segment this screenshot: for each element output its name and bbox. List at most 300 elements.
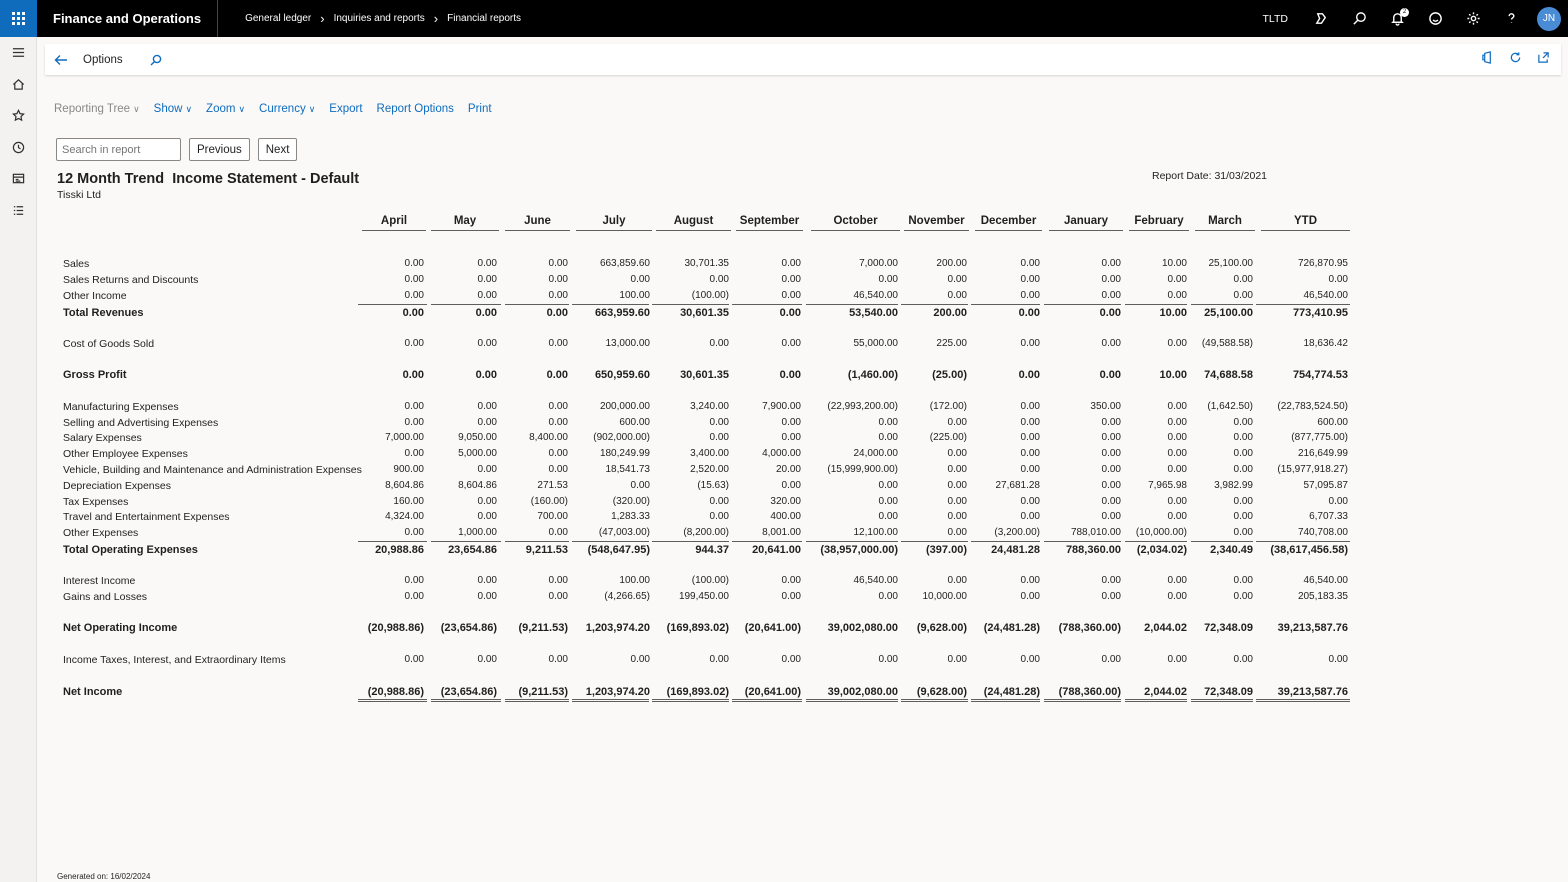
subtotal-rule: [652, 541, 729, 542]
table-cell: 0.00: [477, 290, 497, 301]
table-cell: 39,002,080.00: [827, 686, 898, 698]
report-date: Report Date: 31/03/2021: [1152, 170, 1267, 182]
table-cell: (10,000.00): [1135, 527, 1187, 538]
table-cell: 0.00: [878, 274, 898, 285]
table-cell: (23,654.86): [440, 622, 497, 634]
table-cell: 0.00: [1099, 369, 1121, 381]
row-label-sales-returns-and-discounts: Sales Returns and Discounts: [63, 274, 199, 286]
row-label-net-income: Net Income: [63, 686, 123, 698]
table-cell: 3,240.00: [690, 401, 729, 412]
table-cell: (172.00): [929, 401, 967, 412]
subtotal-rule: [732, 541, 802, 542]
table-cell: 663,959.60: [594, 307, 650, 319]
table-cell: 0.00: [781, 591, 801, 602]
table-cell: 0.00: [781, 338, 801, 349]
table-cell: 700.00: [537, 511, 568, 522]
table-cell: 0.00: [781, 290, 801, 301]
table-cell: 1,000.00: [458, 527, 497, 538]
chevron-down-icon: ∨: [308, 103, 316, 114]
table-cell: 0.00: [1020, 258, 1040, 269]
row-label-other-expenses: Other Expenses: [63, 527, 139, 539]
table-cell: 0.00: [709, 432, 729, 443]
table-cell: 0.00: [1167, 496, 1187, 507]
table-cell: 0.00: [548, 448, 568, 459]
table-cell: 225.00: [936, 338, 967, 349]
chevron-down-icon: ∨: [133, 103, 140, 114]
table-cell: (20,641.00): [744, 622, 801, 634]
table-cell: 205,183.35: [1297, 591, 1348, 602]
table-cell: 0.00: [947, 480, 967, 491]
table-cell: 13,000.00: [605, 338, 650, 349]
table-cell: 0.00: [947, 417, 967, 428]
table-cell: (15,999,900.00): [827, 464, 898, 475]
reporting-tree-menu[interactable]: Reporting Tree ∨: [54, 103, 140, 115]
table-cell: (788,360.00): [1058, 686, 1121, 698]
total-double-rule: [572, 699, 649, 702]
table-cell: 0.00: [1020, 401, 1040, 412]
table-cell: 0.00: [947, 448, 967, 459]
table-cell: 0.00: [548, 290, 568, 301]
table-cell: 160.00: [393, 496, 424, 507]
table-cell: 180,249.99: [599, 448, 650, 459]
table-cell: 0.00: [548, 464, 568, 475]
table-cell: 0.00: [947, 290, 967, 301]
table-cell: 1,283.33: [611, 511, 650, 522]
column-header-january: January: [1049, 215, 1123, 231]
table-cell: 740,708.00: [1297, 527, 1348, 538]
table-cell: 788,010.00: [1070, 527, 1121, 538]
table-cell: 0.00: [1101, 511, 1121, 522]
open-in-new-window-icon[interactable]: [1537, 51, 1550, 69]
table-cell: 0.00: [1233, 591, 1253, 602]
company-picker[interactable]: TLTD: [1262, 12, 1288, 25]
modules-list-icon[interactable]: [0, 195, 37, 227]
table-cell: 0.00: [878, 654, 898, 665]
table-cell: 0.00: [709, 274, 729, 285]
table-cell: 0.00: [1101, 496, 1121, 507]
table-cell: 39,002,080.00: [827, 622, 898, 634]
table-cell: 0.00: [548, 417, 568, 428]
table-cell: 0.00: [477, 274, 497, 285]
table-cell: 24,481.28: [991, 544, 1040, 556]
table-cell: 46,540.00: [853, 290, 898, 301]
chevron-down-icon: ∨: [185, 103, 193, 114]
row-label-selling-and-advertising-expenses: Selling and Advertising Expenses: [63, 417, 219, 429]
table-cell: 200.00: [936, 258, 967, 269]
table-cell: 663,859.60: [599, 258, 650, 269]
table-cell: 39,213,587.76: [1277, 622, 1348, 634]
table-cell: 0.00: [1167, 401, 1187, 412]
settings-gear-icon[interactable]: [1454, 0, 1492, 37]
subtotal-rule: [1191, 304, 1253, 305]
breadcrumb-general-ledger[interactable]: General ledger: [245, 13, 312, 24]
office-integration-icon[interactable]: [1481, 51, 1494, 69]
table-cell: 0.00: [1233, 496, 1253, 507]
table-cell: 0.00: [1167, 654, 1187, 665]
notifications-bell-icon[interactable]: [1378, 0, 1416, 37]
table-cell: 100.00: [619, 290, 650, 301]
subtotal-rule: [971, 541, 1040, 542]
table-cell: 0.00: [1020, 511, 1040, 522]
table-cell: 0.00: [1328, 654, 1348, 665]
table-cell: 0.00: [1101, 591, 1121, 602]
row-label-tax-expenses: Tax Expenses: [63, 496, 129, 508]
table-cell: 0.00: [548, 401, 568, 412]
table-cell: 0.00: [1101, 464, 1121, 475]
table-cell: 0.00: [781, 480, 801, 491]
table-cell: 0.00: [1167, 338, 1187, 349]
table-cell: 0.00: [781, 258, 801, 269]
report-options-button[interactable]: Report Options: [376, 103, 454, 115]
table-cell: 726,870.95: [1297, 258, 1348, 269]
table-cell: (397.00): [926, 544, 967, 556]
workspaces-icon[interactable]: [0, 163, 37, 195]
breadcrumb-inquiries-and-reports[interactable]: Inquiries and reports: [333, 13, 425, 24]
subtotal-rule: [806, 541, 898, 542]
table-cell: 0.00: [477, 591, 497, 602]
table-cell: 0.00: [1020, 575, 1040, 586]
table-cell: (15,977,918.27): [1277, 464, 1348, 475]
favorites-star-icon[interactable]: [0, 100, 37, 132]
report-search-row: [56, 138, 297, 161]
table-cell: (320.00): [612, 496, 650, 507]
table-cell: 0.00: [404, 258, 424, 269]
table-cell: 24,000.00: [853, 448, 898, 459]
row-label-salary-expenses: Salary Expenses: [63, 432, 142, 444]
table-cell: 600.00: [1317, 417, 1348, 428]
zoom-menu[interactable]: Zoom ∨: [206, 103, 246, 115]
table-cell: 0.00: [404, 417, 424, 428]
breadcrumb: [245, 11, 521, 26]
table-cell: (1,460.00): [847, 369, 898, 381]
table-cell: 0.00: [1167, 274, 1187, 285]
table-cell: (169,893.02): [666, 686, 729, 698]
table-cell: (2,034.02): [1136, 544, 1187, 556]
table-cell: 650,959.60: [594, 369, 650, 381]
table-cell: 320.00: [770, 496, 801, 507]
copilot-icon[interactable]: [1302, 0, 1340, 37]
home-icon[interactable]: [0, 69, 37, 101]
table-cell: (9,628.00): [916, 686, 967, 698]
table-cell: 0.00: [1020, 338, 1040, 349]
column-header-november: November: [904, 215, 969, 231]
search-icon[interactable]: [1340, 0, 1378, 37]
table-cell: 0.00: [630, 654, 650, 665]
subtotal-rule: [358, 541, 427, 542]
recent-clock-icon[interactable]: [0, 132, 37, 164]
table-cell: 0.00: [878, 417, 898, 428]
help-icon[interactable]: [1492, 0, 1530, 37]
table-cell: 199,450.00: [678, 591, 729, 602]
table-cell: (1,642.50): [1207, 401, 1253, 412]
table-cell: 0.00: [1020, 448, 1040, 459]
feedback-smiley-icon[interactable]: [1416, 0, 1454, 37]
refresh-icon[interactable]: [1509, 51, 1522, 69]
table-cell: 0.00: [1167, 432, 1187, 443]
table-cell: 900.00: [393, 464, 424, 475]
total-double-rule: [1256, 699, 1350, 702]
table-cell: (47,003.00): [598, 527, 650, 538]
table-cell: (24,481.28): [983, 686, 1040, 698]
table-cell: 0.00: [477, 496, 497, 507]
total-double-rule: [971, 699, 1040, 702]
row-label-sales: Sales: [63, 258, 90, 270]
column-header-february: February: [1129, 215, 1189, 231]
table-cell: 0.00: [878, 432, 898, 443]
row-label-income-taxes-interest-and-extraordinary-items: Income Taxes, Interest, and Extraordinary Items: [63, 654, 286, 666]
subtotal-rule: [1256, 541, 1350, 542]
row-label-total-operating-expenses: Total Operating Expenses: [63, 544, 198, 556]
total-double-rule: [358, 699, 427, 702]
column-header-may: May: [431, 215, 499, 231]
table-cell: 100.00: [619, 575, 650, 586]
table-cell: (38,957,000.00): [820, 544, 898, 556]
table-cell: (20,988.86): [367, 622, 424, 634]
table-cell: 9,211.53: [525, 544, 568, 556]
table-cell: 944.37: [695, 544, 729, 556]
table-cell: 20.00: [775, 464, 801, 475]
table-cell: 0.00: [402, 369, 424, 381]
table-cell: (9,628.00): [916, 622, 967, 634]
generated-on: Generated on: 16/02/2024: [57, 872, 151, 881]
table-cell: 0.00: [947, 274, 967, 285]
table-cell: 7,900.00: [762, 401, 801, 412]
table-cell: 8,400.00: [529, 432, 568, 443]
table-cell: 0.00: [475, 369, 497, 381]
table-cell: 0.00: [1020, 290, 1040, 301]
table-cell: 0.00: [546, 307, 568, 319]
table-cell: 0.00: [1167, 290, 1187, 301]
row-label-gains-and-losses: Gains and Losses: [63, 591, 148, 603]
table-cell: (3,200.00): [994, 527, 1040, 538]
table-cell: (9,211.53): [518, 686, 568, 698]
subtotal-rule: [732, 304, 802, 305]
table-cell: 0.00: [477, 258, 497, 269]
table-cell: 0.00: [1020, 417, 1040, 428]
table-cell: 0.00: [1233, 575, 1253, 586]
table-cell: 0.00: [1101, 575, 1121, 586]
total-double-rule: [505, 699, 569, 702]
print-button[interactable]: Print: [467, 103, 492, 115]
table-cell: 216,649.99: [1297, 448, 1348, 459]
table-cell: 0.00: [630, 274, 650, 285]
table-cell: 0.00: [548, 338, 568, 349]
table-cell: (25.00): [932, 369, 967, 381]
table-cell: 0.00: [1020, 274, 1040, 285]
app-launcher-icon[interactable]: [0, 0, 37, 37]
table-cell: (22,993,200.00): [827, 401, 898, 412]
table-cell: (23,654.86): [440, 686, 497, 698]
subtotal-rule: [806, 304, 898, 305]
show-menu[interactable]: Show ∨: [153, 103, 193, 115]
table-cell: 0.00: [477, 464, 497, 475]
user-avatar[interactable]: JN: [1537, 7, 1561, 31]
table-cell: 0.00: [709, 417, 729, 428]
table-cell: 0.00: [781, 575, 801, 586]
table-cell: 46,540.00: [853, 575, 898, 586]
table-cell: 0.00: [878, 511, 898, 522]
table-cell: 10.00: [1161, 258, 1187, 269]
table-cell: 0.00: [947, 575, 967, 586]
table-cell: 4,324.00: [385, 511, 424, 522]
table-cell: 72,348.09: [1204, 622, 1253, 634]
table-cell: 9,050.00: [458, 432, 497, 443]
table-cell: 0.00: [1233, 274, 1253, 285]
table-cell: (38,617,456.58): [1270, 544, 1348, 556]
table-cell: 6,707.33: [1309, 511, 1348, 522]
currency-menu[interactable]: Currency ∨: [259, 103, 316, 115]
subtotal-rule: [431, 541, 501, 542]
total-double-rule: [732, 699, 802, 702]
report-toolbar: [54, 103, 492, 115]
table-cell: 0.00: [1233, 654, 1253, 665]
table-cell: (4,266.65): [604, 591, 650, 602]
table-cell: (9,211.53): [518, 622, 568, 634]
table-cell: 0.00: [1167, 575, 1187, 586]
previous-button[interactable]: Previous: [189, 138, 250, 161]
row-label-other-income: Other Income: [63, 290, 127, 302]
table-cell: 2,520.00: [690, 464, 729, 475]
subtotal-rule: [1256, 304, 1350, 305]
row-label-net-operating-income: Net Operating Income: [63, 622, 178, 634]
table-cell: 0.00: [1101, 338, 1121, 349]
row-label-other-employee-expenses: Other Employee Expenses: [63, 448, 188, 460]
table-cell: 2,044.02: [1144, 622, 1187, 634]
table-cell: 0.00: [1167, 591, 1187, 602]
row-label-interest-income: Interest Income: [63, 575, 136, 587]
table-cell: 10.00: [1159, 307, 1187, 319]
subtotal-rule: [431, 304, 501, 305]
table-cell: (24,481.28): [983, 622, 1040, 634]
table-cell: 0.00: [548, 527, 568, 538]
table-cell: 20,988.86: [375, 544, 424, 556]
row-label-gross-profit: Gross Profit: [63, 369, 127, 381]
table-cell: 400.00: [770, 511, 801, 522]
table-cell: 0.00: [781, 274, 801, 285]
table-cell: 2,340.49: [1210, 544, 1253, 556]
app-title[interactable]: Finance and Operations: [37, 0, 218, 37]
table-cell: (15.63): [697, 480, 729, 491]
table-cell: 0.00: [548, 654, 568, 665]
table-cell: 0.00: [709, 496, 729, 507]
subtotal-rule: [971, 304, 1040, 305]
table-cell: 18,636.42: [1303, 338, 1348, 349]
table-cell: 0.00: [709, 511, 729, 522]
table-cell: 0.00: [781, 417, 801, 428]
table-cell: 0.00: [404, 591, 424, 602]
search-in-report-input[interactable]: [56, 138, 181, 161]
table-cell: 0.00: [1233, 511, 1253, 522]
table-cell: 0.00: [477, 654, 497, 665]
table-cell: 0.00: [1101, 448, 1121, 459]
table-cell: 773,410.95: [1292, 307, 1348, 319]
table-cell: (49,588.58): [1201, 338, 1253, 349]
table-cell: 0.00: [548, 591, 568, 602]
table-cell: 0.00: [630, 480, 650, 491]
table-cell: 8,001.00: [762, 527, 801, 538]
table-cell: 25,100.00: [1208, 258, 1253, 269]
report-company: Tisski Ltd: [57, 189, 101, 201]
table-cell: 0.00: [404, 654, 424, 665]
back-arrow-icon[interactable]: [54, 53, 70, 67]
table-cell: 30,601.35: [680, 307, 729, 319]
row-label-total-revenues: Total Revenues: [63, 307, 144, 319]
table-cell: 0.00: [1167, 448, 1187, 459]
export-button[interactable]: Export: [329, 103, 363, 115]
subtotal-rule: [1044, 304, 1121, 305]
table-cell: 0.00: [1101, 432, 1121, 443]
table-cell: 7,965.98: [1148, 480, 1187, 491]
column-header-august: August: [656, 215, 731, 231]
table-cell: (100.00): [691, 575, 729, 586]
table-cell: 4,000.00: [762, 448, 801, 459]
action-search-icon[interactable]: [150, 54, 162, 66]
table-cell: 0.00: [1233, 432, 1253, 443]
chevron-right-icon: ›: [433, 11, 439, 26]
table-cell: 200.00: [933, 307, 967, 319]
options-title[interactable]: Options: [83, 53, 123, 66]
total-double-rule: [1044, 699, 1121, 702]
table-cell: 20,641.00: [752, 544, 801, 556]
column-header-ytd: YTD: [1261, 215, 1350, 231]
table-cell: 0.00: [1233, 290, 1253, 301]
table-cell: 0.00: [1020, 464, 1040, 475]
table-cell: 0.00: [1099, 307, 1121, 319]
table-cell: 0.00: [1101, 274, 1121, 285]
report-title: 12 Month Trend Income Statement - Default: [57, 171, 360, 187]
table-cell: 12,100.00: [853, 527, 898, 538]
table-cell: 0.00: [709, 654, 729, 665]
table-cell: 0.00: [1018, 307, 1040, 319]
table-cell: 0.00: [475, 307, 497, 319]
table-cell: 0.00: [781, 432, 801, 443]
table-cell: 0.00: [947, 511, 967, 522]
subtotal-rule: [1191, 541, 1253, 542]
chevron-down-icon: ∨: [238, 103, 246, 114]
top-bar: [0, 0, 1568, 37]
table-cell: 55,000.00: [853, 338, 898, 349]
table-cell: 0.00: [404, 448, 424, 459]
table-cell: (877,775.00): [1291, 432, 1348, 443]
table-cell: (22,783,524.50): [1277, 401, 1348, 412]
subtotal-rule: [505, 541, 569, 542]
column-header-april: April: [362, 215, 426, 231]
hamburger-menu-icon[interactable]: [0, 37, 37, 69]
subtotal-rule: [1125, 304, 1187, 305]
total-double-rule: [1191, 699, 1253, 702]
table-cell: 0.00: [404, 527, 424, 538]
breadcrumb-financial-reports[interactable]: Financial reports: [447, 13, 522, 24]
table-cell: 600.00: [619, 417, 650, 428]
table-cell: 0.00: [1101, 258, 1121, 269]
row-label-depreciation-expenses: Depreciation Expenses: [63, 480, 171, 492]
table-cell: 350.00: [1090, 401, 1121, 412]
next-button[interactable]: Next: [258, 138, 298, 161]
column-header-july: July: [576, 215, 652, 231]
table-cell: 0.00: [1233, 417, 1253, 428]
table-cell: 10,000.00: [922, 591, 967, 602]
table-cell: 46,540.00: [1303, 290, 1348, 301]
table-cell: 0.00: [548, 575, 568, 586]
table-cell: 30,701.35: [684, 258, 729, 269]
table-cell: 0.00: [1101, 480, 1121, 491]
table-cell: 1,203,974.20: [585, 622, 650, 634]
chevron-right-icon: ›: [320, 11, 325, 26]
subtotal-rule: [1125, 541, 1187, 542]
table-cell: 0.00: [709, 338, 729, 349]
row-label-manufacturing-expenses: Manufacturing Expenses: [63, 401, 179, 413]
table-cell: (160.00): [530, 496, 568, 507]
